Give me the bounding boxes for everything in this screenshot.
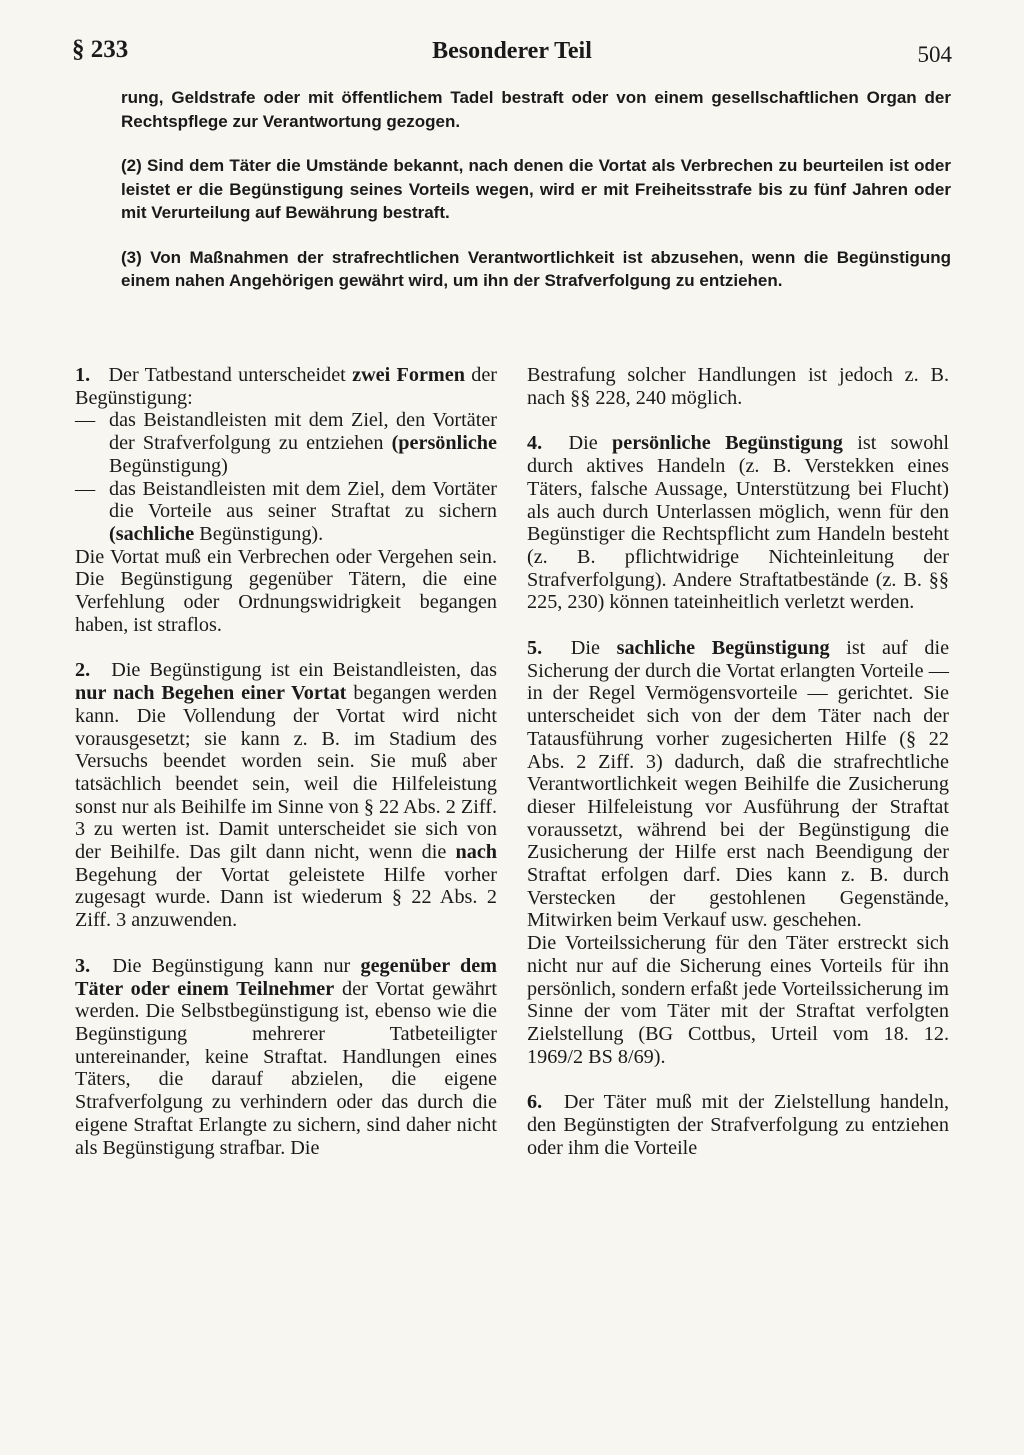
statute-paragraph-2: (2) Sind dem Täter die Umstände bekannt, nach denen die Vortat als Verbrechen zu beurteilen ist oder leistet er die Begünstigung seines Vorteils wegen, wird er mit Freiheitsstrafe bis zu fünf Jahren oder mit Verurteilung auf Bewährung bestraft. <box>121 156 951 222</box>
note-2: 2. Die Begünstigung ist ein Beistandleisten, das nur nach Begehen einer Vortat begangen werden kann. Die Vollendung der Vortat wird nicht vorausgesetzt; sie kann z. B. im Stadium des Versuchs beendet worden sein. Sie muß aber tatsächlich beendet sein, weil die Hilfeleistung sonst nur als Beihilfe im Sinne von § 22 Abs. 2 Ziff. 3 zu werten ist. Damit unterscheidet sie sich von der Beihilfe. Das gilt dann nicht, wenn die nach Begehung der Vortat geleistete Hilfe vorher zugesagt wurde. Dann ist wiederum § 22 Abs. 2 Ziff. 3 anzuwenden. <box>75 659 498 932</box>
note-1-continuation: Die Vortat muß ein Verbrechen oder Vergehen sein. Die Begünstigung gegenüber Tätern, die eine Verfehlung oder Ordnungswidrigkeit begangen haben, ist straflos. <box>75 545 497 636</box>
page-number: 504 <box>917 42 952 67</box>
note-1: 1. Der Tatbestand unterscheidet zwei Formen der Begünstigung: <box>75 364 498 409</box>
commentary-left-column <box>75 364 497 1182</box>
statute-paragraph-1: rung, Geldstrafe oder mit öffentlichem Tadel bestraft oder von einem gesellschaftlichen Organ der Rechtspflege zur Verantwortung gezogen. <box>121 88 951 131</box>
note-5-paragraph-2: Die Vorteilssicherung für den Täter erstreckt sich nicht nur auf die Sicherung eines Vorteils für ihn persönlich, sondern erfaßt jede Vorteilssicherung im Sinne der vom Täter mit der Straftat verfolgten Zielstellung (BG Cottbus, Urteil vom 18. 12. 1969/2 BS 8/69). <box>527 932 949 1068</box>
running-title: Besonderer Teil <box>432 38 592 64</box>
page-header <box>72 36 952 76</box>
list-item: — das Beistandleisten mit dem Ziel, den Vortäter der Strafverfolgung zu entziehen (persönliche Begünstigung) <box>75 409 497 477</box>
dash-bullet: — <box>75 409 96 432</box>
note-6: 6. Der Täter muß mit der Zielstellung handeln, den Begünstigten der Strafverfolgung zu entziehen oder ihm die Vorteile <box>527 1091 950 1159</box>
note-3: 3. Die Begünstigung kann nur gegenüber dem Täter oder einem Teilnehmer der Vortat gewährt werden. Die Selbstbegünstigung ist, ebenso wie die Begünstigung mehrerer Tatbeteiligter untereinander, keine Straftat. Handlungen eines Täters, die darauf abzielen, die eigene Strafverfolgung zu verhindern oder das durch die eigene Straftat Erlangte zu sichern, sind daher nicht als Begünstigung strafbar. Die <box>75 954 498 1159</box>
note-4: 4. Die persönliche Begünstigung ist sowohl durch aktives Handeln (z. B. Verstekken eines Täters, falsche Aussage, Unterstützung bei Flucht) als auch durch Unterlassen möglich, wenn für den Begünstiger die Rechtspflicht zum Handeln besteht (z. B. pflichtwidrige Nichteinleitung der Strafverfolgung). Andere Straftatbestände (z. B. §§ 225, 230) können tateinheitlich verletzt werden. <box>527 432 949 614</box>
note-number: 6. <box>527 1091 543 1114</box>
section-number: § 233 <box>72 36 129 63</box>
note-5: 5. Die sachliche Begünstigung ist auf die Sicherung der durch die Vortat erlangten Vorteile — in der Regel Vermögensvorteile — gerichtet. Sie unterscheidet sich von der dem Täter nach der Tatausführung vorher zugesicherten Hilfe (§ 22 Abs. 2 Ziff. 3) dadurch, daß die strafrechtliche Verantwortlichkeit wegen Beihilfe die Zusicherung dieser Hilfeleistung vor Ausführung der Straftat voraussetzt, während bei der Begünstigung die Zusicherung der Hilfe erst nach Beendigung der Straftat erfolgen darf. Dies kann z. B. durch Verstecken der gestohlenen Gegenstände, Mitwirken beim Verkauf usw. geschehen. <box>527 637 950 932</box>
dash-bullet: — <box>75 477 96 500</box>
list-item: — das Beistandleisten mit dem Ziel, dem Vortäter die Vorteile aus seiner Straftat zu sichern (sachliche Begünstigung). <box>75 477 497 545</box>
note-number: 4. <box>527 432 543 455</box>
note-3-continuation: Bestrafung solcher Handlungen ist jedoch z. B. nach §§ 228, 240 möglich. <box>527 364 949 409</box>
note-number: 5. <box>527 637 543 660</box>
statute-paragraph-3: (3) Von Maßnahmen der strafrechtlichen Verantwortlichkeit ist abzusehen, wenn die Begünstigung einem nahen Angehörigen gewährt wird, um ihn der Strafverfolgung zu entziehen. <box>121 247 951 290</box>
note-number: 3. <box>75 954 91 977</box>
commentary-right-column <box>527 364 949 1183</box>
note-number: 1. <box>75 364 91 386</box>
statute-text <box>121 86 951 314</box>
note-number: 2. <box>75 659 91 682</box>
